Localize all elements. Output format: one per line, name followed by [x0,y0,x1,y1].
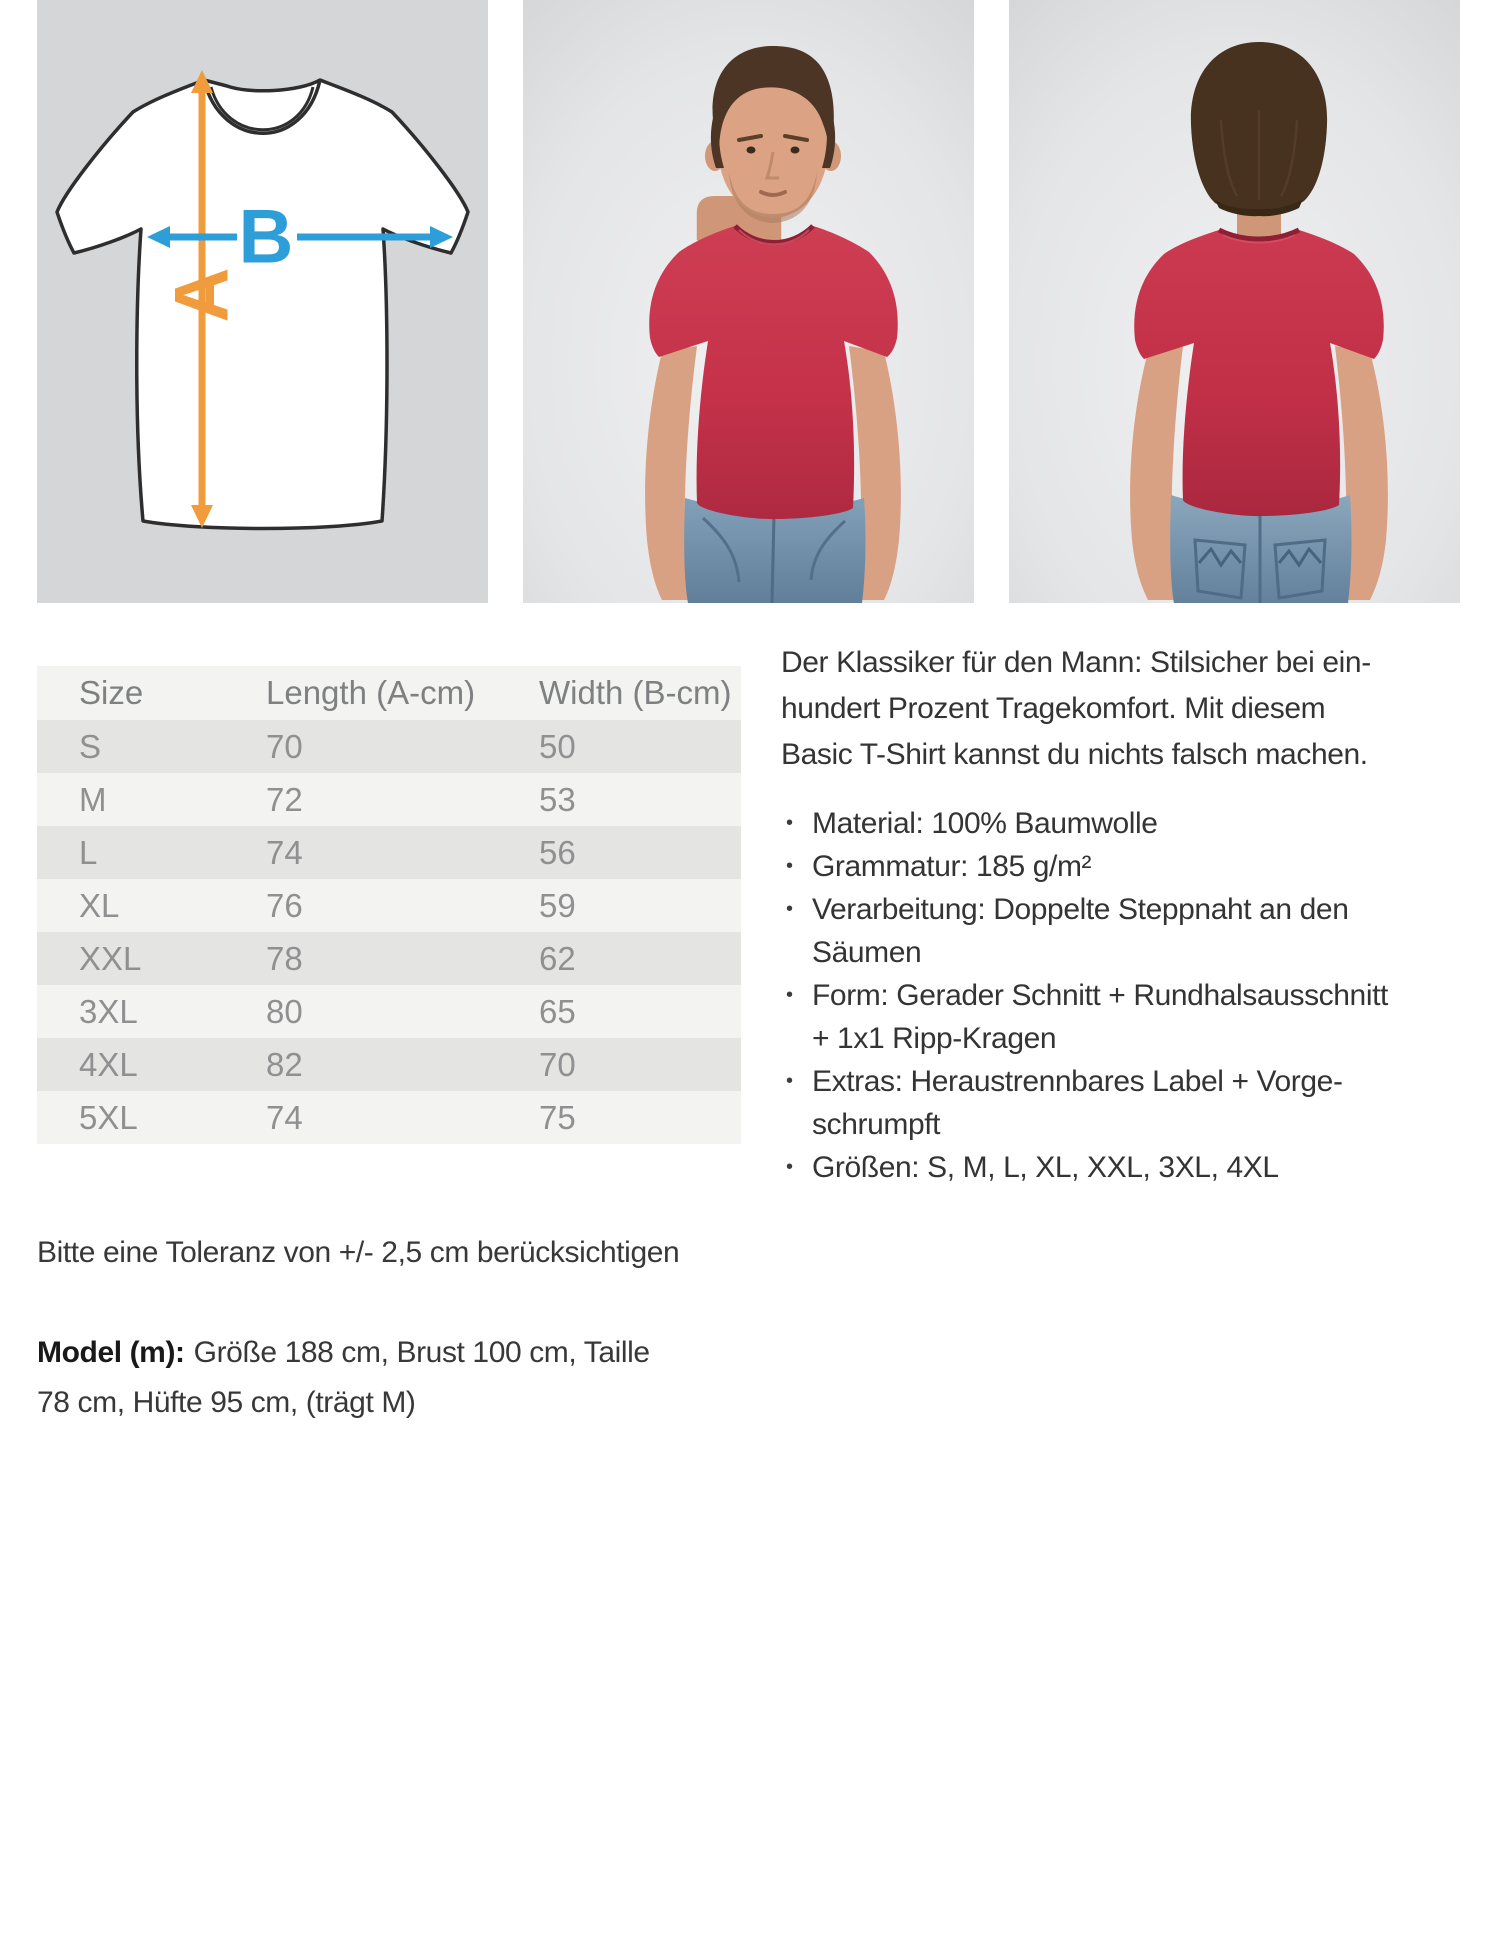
size-row-xxl [37,932,741,985]
size-cell: M [37,773,265,826]
product-description-paragraph: Der Klassiker für den Mann: Stilsicher bei ein- hundert Prozent Tragekomfort. Mit diesem Basic T-Shirt kannst du nichts falsch machen. [781,646,1371,771]
bullet-icon: • [786,898,793,920]
column-header-length: Length (A-cm) [265,666,538,720]
feature-item-groessen [781,1146,1491,1189]
size-cell: 5XL [37,1091,265,1144]
feature-text: Grammatur: 185 g/m² [812,850,1092,883]
tshirt-measurement-diagram [37,0,488,603]
feature-list [781,802,1491,1189]
model-back-illustration [1009,0,1460,603]
width-cell: 59 [538,879,741,932]
width-cell: 75 [538,1091,741,1144]
feature-item-verarbeitung [781,888,1491,974]
feature-text: Extras: Heraustrennbares Label + Vorge- schrumpft [812,1065,1343,1141]
feature-text: Material: 100% Baumwolle [812,807,1158,840]
length-cell: 76 [265,879,538,932]
width-cell: 56 [538,826,741,879]
feature-item-form [781,974,1491,1060]
size-diagram-image [37,0,488,603]
size-cell: XL [37,879,265,932]
bullet-icon: • [786,1156,793,1178]
size-cell: L [37,826,265,879]
size-row-m [37,773,741,826]
bullet-icon: • [786,984,793,1006]
model-note [37,1328,781,1428]
model-note-label: Model (m): [37,1336,185,1369]
label-b: B [238,194,294,280]
size-cell: 3XL [37,985,265,1038]
size-row-s [37,720,741,773]
size-cell: XXL [37,932,265,985]
size-table [37,666,741,1144]
length-cell: 74 [265,1091,538,1144]
size-cell: S [37,720,265,773]
size-row-xl [37,879,741,932]
length-cell: 80 [265,985,538,1038]
label-a: A [159,267,245,323]
model-front-photo [523,0,974,603]
feature-item-extras [781,1060,1491,1146]
bullet-icon: • [786,855,793,877]
feature-text: Größen: S, M, L, XL, XXL, 3XL, 4XL [812,1151,1279,1184]
bullet-icon: • [786,1070,793,1092]
table-header-row [37,666,741,720]
width-cell: 70 [538,1038,741,1091]
length-cell: 72 [265,773,538,826]
bullet-icon: • [786,812,793,834]
length-cell: 78 [265,932,538,985]
size-row-l [37,826,741,879]
size-row-3xl [37,985,741,1038]
tolerance-note: Bitte eine Toleranz von +/- 2,5 cm berücksichtigen [37,1236,680,1269]
feature-item-material [781,802,1491,845]
feature-text: Form: Gerader Schnitt + Rundhalsausschnitt + 1x1 Ripp-Kragen [812,979,1388,1055]
width-cell: 65 [538,985,741,1038]
width-cell: 62 [538,932,741,985]
measurement-notes [37,1178,781,1478]
size-cell: 4XL [37,1038,265,1091]
length-cell: 82 [265,1038,538,1091]
size-row-4xl [37,1038,741,1091]
column-header-width: Width (B-cm) [538,666,741,720]
feature-text: Verarbeitung: Doppelte Steppnaht an den Säumen [812,893,1349,969]
model-front-illustration [523,0,974,603]
length-cell: 74 [265,826,538,879]
model-back-photo [1009,0,1460,603]
width-cell: 53 [538,773,741,826]
width-cell: 50 [538,720,741,773]
size-row-5xl [37,1091,741,1144]
length-cell: 70 [265,720,538,773]
feature-item-grammatur [781,845,1491,888]
model-note-text: Größe 188 cm, Brust 100 cm, Taille 78 cm, Hüfte 95 cm, (trägt M) [37,1336,650,1419]
column-header-size: Size [37,666,265,720]
